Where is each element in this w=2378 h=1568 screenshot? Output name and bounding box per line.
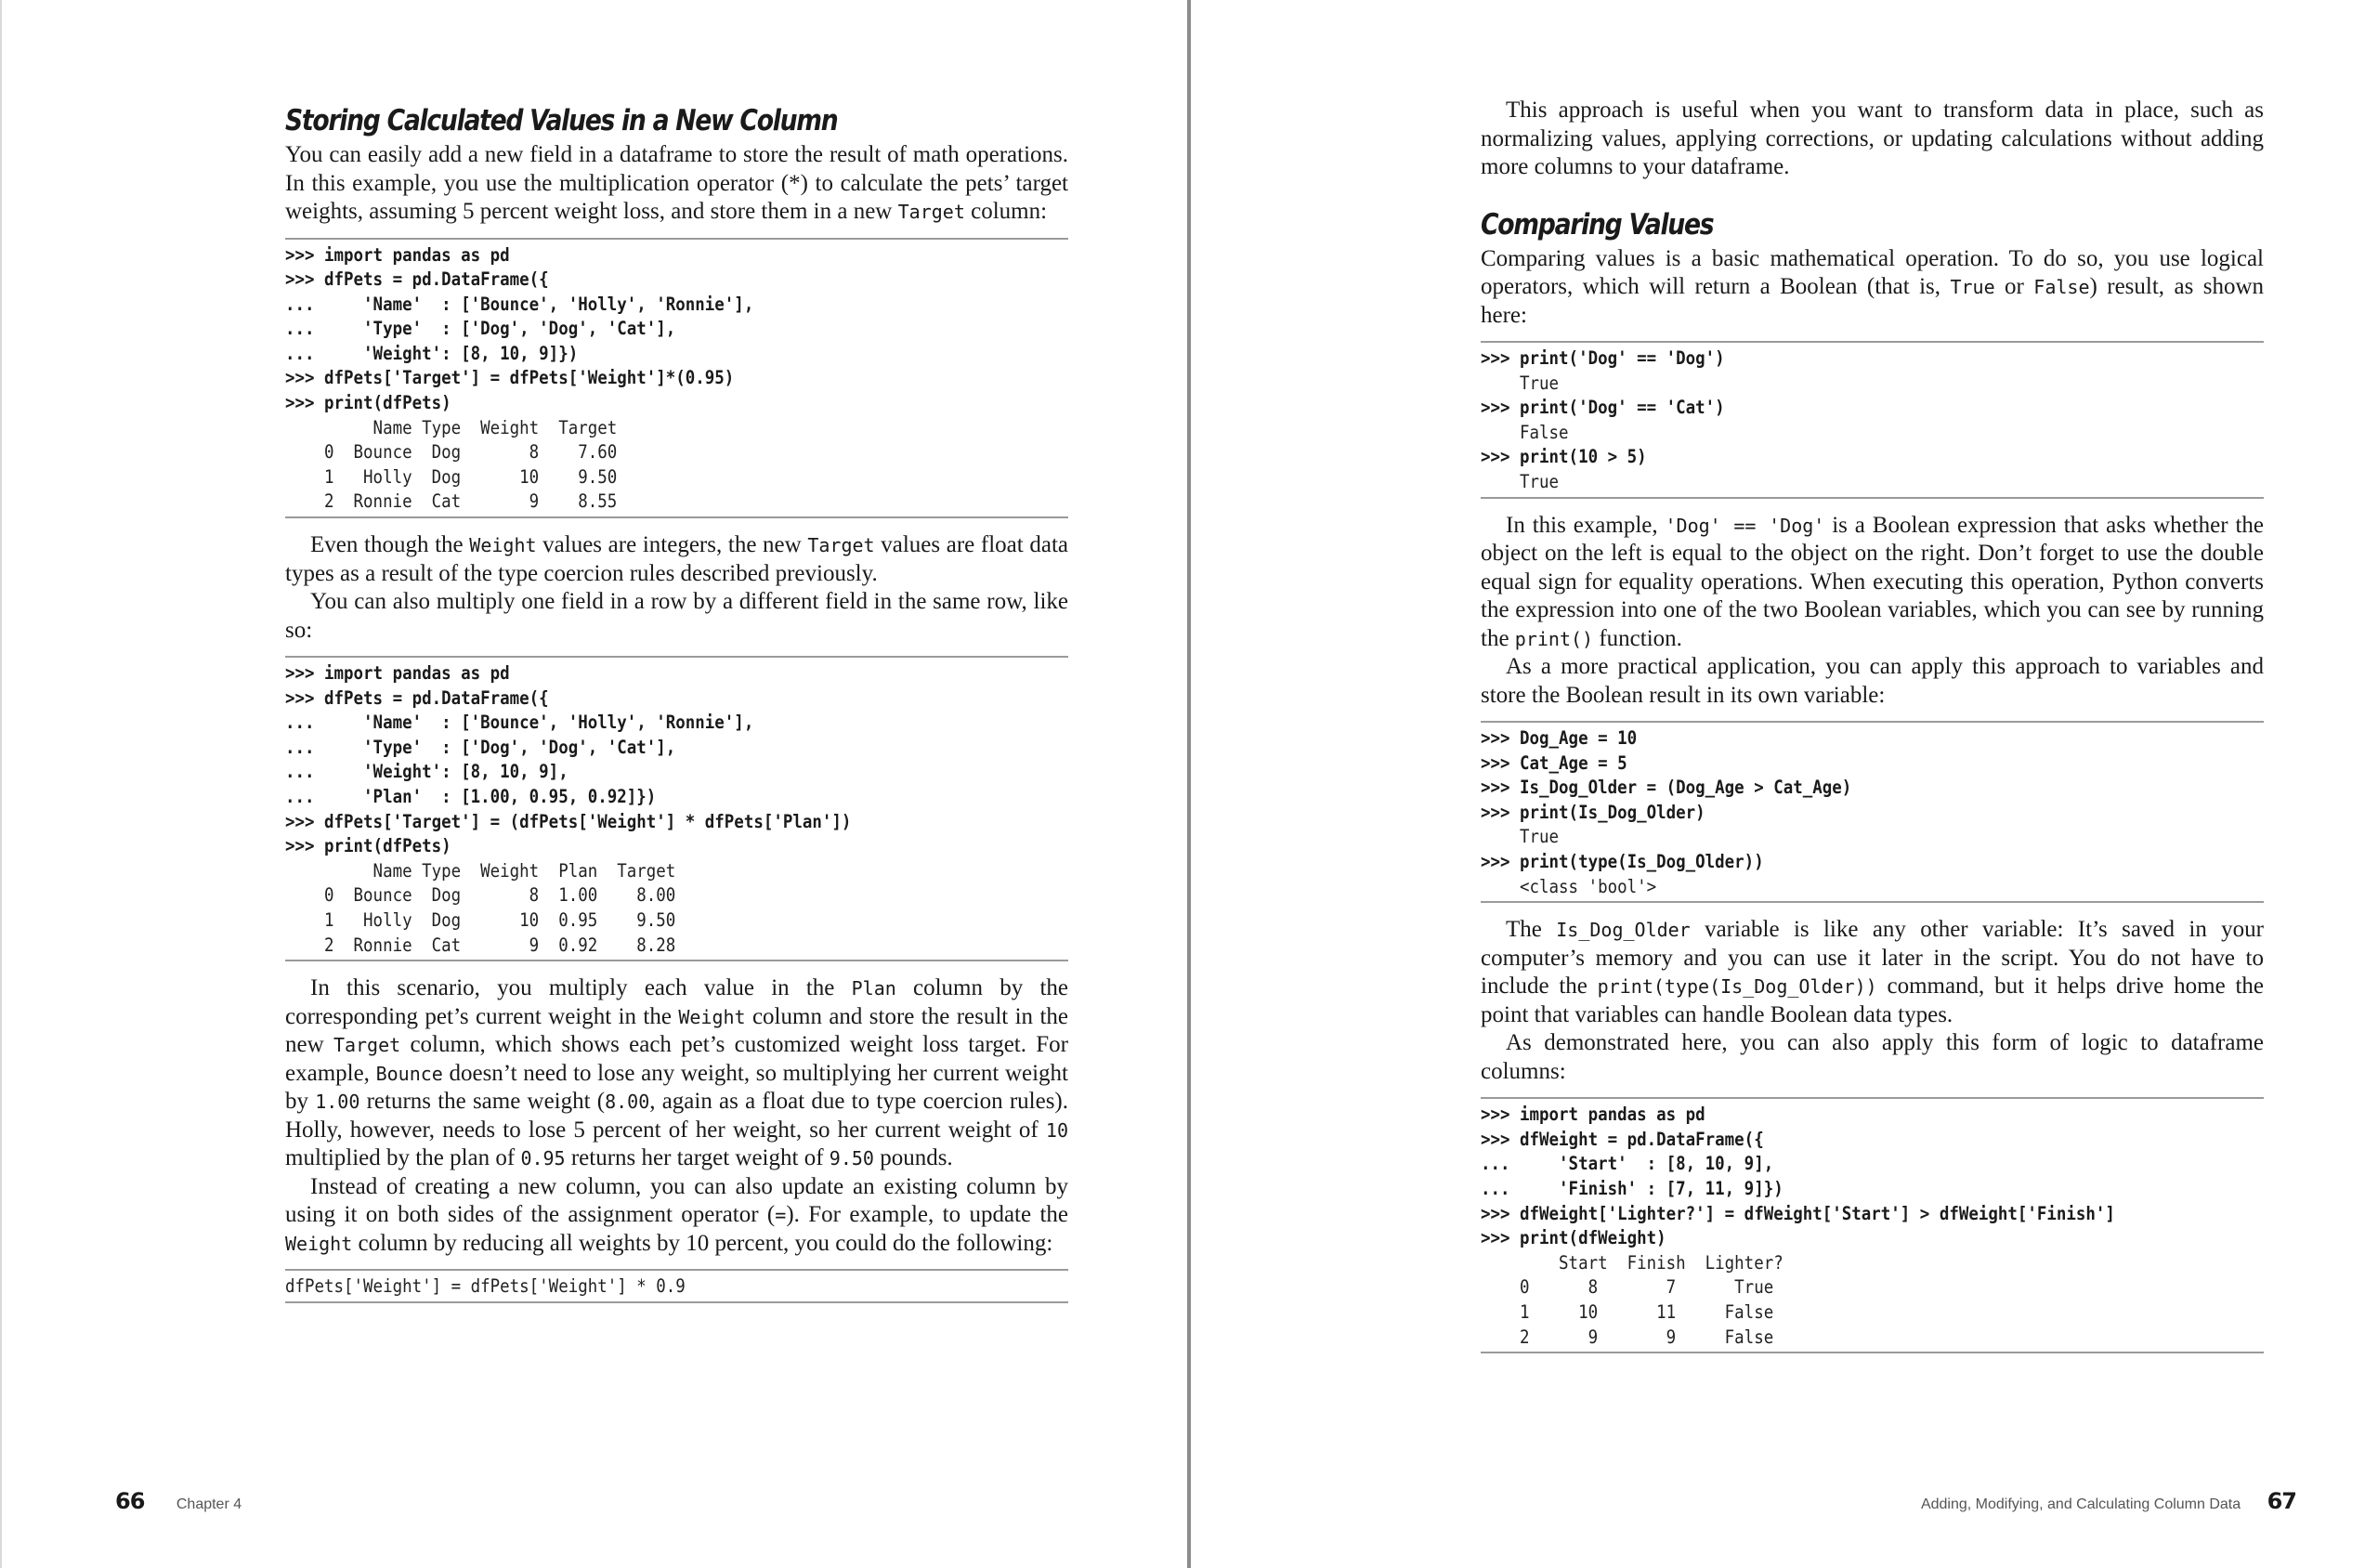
code-listing: [285, 656, 1068, 961]
inline-code: Bounce: [375, 1062, 443, 1085]
text-run: or: [1994, 274, 2034, 299]
code-input-line: >>> import pandas as pd: [285, 243, 510, 266]
code-output-line: 0 8 7 True: [1481, 1276, 1774, 1299]
code-input-line: >>> print(10 > 5): [1481, 446, 1647, 468]
text-run: Even though the: [310, 532, 470, 558]
code-output-line: True: [1481, 826, 1560, 848]
text-run: column, which shows each pet’s customized weight loss target. For example,: [285, 1032, 1069, 1086]
paragraph: [1481, 653, 2264, 710]
code-input-line: >>> Dog_Age = 10: [1481, 727, 1638, 750]
left-footer: [115, 1488, 242, 1514]
code-output-line: True: [1481, 372, 1560, 394]
code-input-line: >>> print(Is_Dog_Older): [1481, 801, 1705, 823]
code-input-line: >>> print('Dog' == 'Dog'): [1481, 347, 1725, 369]
code-listing: [1481, 341, 2264, 499]
code-output-line: dfPets['Weight'] = dfPets['Weight'] * 0.9: [285, 1275, 686, 1298]
code-input-line: ... 'Name' : ['Bounce', 'Holly', 'Ronnie'],: [285, 712, 754, 734]
text-run: function.: [1593, 625, 1682, 651]
page-number: 67: [2267, 1488, 2296, 1514]
code-input-line: ... 'Finish' : [7, 11, 9]}): [1481, 1178, 1784, 1199]
left-text-column: [285, 100, 1068, 1303]
text-run: As a more practical application, you can apply this approach to variables and store the Boolean result in its own variable:: [1481, 654, 2264, 708]
text-run: In this example,: [1506, 512, 1666, 538]
code-output-line: 1 Holly Dog 10 9.50: [285, 465, 618, 488]
text-run: ). For example, to update the: [786, 1202, 1068, 1228]
left-page: [0, 0, 1187, 1568]
section-heading-comparing: Comparing Values: [1481, 207, 1714, 242]
paragraph: [285, 974, 1068, 1173]
inline-code: =: [775, 1204, 787, 1227]
paragraph: [285, 1173, 1068, 1259]
inline-code: Target: [897, 201, 965, 223]
code-input-line: >>> Is_Dog_Older = (Dog_Age > Cat_Age): [1481, 777, 1852, 799]
text-run: You can easily add a new field in a dataframe to store the result of math operations. In this example, you use the multiplication operator (*) to calculate the pets’ target weights, assuming 5 percent weight loss, and store them in a new: [285, 142, 1068, 224]
paragraph: [1481, 245, 2264, 331]
inline-code: Target: [333, 1034, 401, 1057]
code-input-line: >>> print(dfWeight): [1481, 1227, 1666, 1249]
inline-code: print(): [1514, 627, 1594, 650]
inline-code: Plan: [851, 977, 896, 1000]
code-output-line: False: [1481, 421, 1569, 443]
text-run: column and store the result in the new: [285, 1003, 1068, 1058]
right-text-column: [1481, 97, 2264, 1353]
text-run: column by the corresponding pet’s current weight in the: [285, 975, 1068, 1029]
code-input-line: >>> dfPets = pd.DataFrame({: [285, 686, 549, 709]
text-run: As demonstrated here, you can also apply this form of logic to dataframe columns:: [1481, 1030, 2264, 1084]
inline-code: 9.50: [829, 1147, 874, 1170]
section-heading-storing: Storing Calculated Values in a New Column: [285, 104, 838, 137]
code-input-line: >>> Cat_Age = 5: [1481, 751, 1627, 774]
inline-code: Is_Dog_Older: [1556, 919, 1691, 942]
paragraph: [1481, 97, 2264, 182]
code-output-line: 1 10 11 False: [1481, 1300, 1774, 1323]
code-input-line: ... 'Weight': [8, 10, 9]}): [285, 342, 579, 364]
code-input-line: ... 'Name' : ['Bounce', 'Holly', 'Ronnie'],: [285, 293, 754, 315]
paragraph: [285, 141, 1068, 227]
text-run: column:: [964, 199, 1048, 224]
code-output-line: 2 9 9 False: [1481, 1326, 1774, 1348]
text-run: returns the same weight (: [359, 1089, 606, 1115]
inline-code: Weight: [678, 1005, 746, 1028]
text-run: This approach is useful when you want to transform data in place, such as normalizing values, applying corrections, or updating calculations without adding more columns to your dataframe.: [1481, 98, 2264, 179]
running-head: Chapter 4: [176, 1496, 242, 1512]
code-input-line: >>> print('Dog' == 'Cat'): [1481, 397, 1725, 419]
code-output-line: Name Type Weight Plan Target: [285, 859, 676, 882]
code-output-line: 1 Holly Dog 10 0.95 9.50: [285, 908, 676, 931]
code-input-line: ... 'Plan' : [1.00, 0.95, 0.92]}): [285, 786, 657, 807]
text-run: is a Boolean expression that asks whether the object on the left is equal to the object on the right. Don’t forget to use the double equal sign for equality operations. When executing this operation, Python converts the expression into one of the two Boolean variables, which you can see by running the: [1481, 512, 2264, 651]
code-output-line: Name Type Weight Target: [285, 416, 618, 438]
code-listing: [285, 238, 1068, 519]
code-output-line: Start Finish Lighter?: [1481, 1251, 1784, 1274]
inline-code: Target: [807, 534, 875, 557]
paragraph: [285, 588, 1068, 645]
text-run: column by reducing all weights by 10 percent, you could do the following:: [352, 1230, 1053, 1256]
paragraph: [1481, 1029, 2264, 1086]
text-run: values are integers, the new: [536, 532, 808, 558]
code-input-line: >>> dfPets['Target'] = (dfPets['Weight'] * dfPets['Plan']): [285, 810, 852, 832]
code-input-line: >>> import pandas as pd: [285, 662, 510, 685]
inline-code: 10: [1045, 1118, 1068, 1142]
code-listing: [285, 1269, 1068, 1303]
paragraph: [285, 531, 1068, 588]
paragraph: [1481, 916, 2264, 1029]
text-run: ) result, as shown here:: [1481, 274, 2264, 328]
text-run: The: [1506, 917, 1557, 943]
code-output-line: 2 Ronnie Cat 9 0.92 8.28: [285, 934, 676, 956]
inline-code: 'Dog' == 'Dog': [1665, 514, 1825, 537]
text-run: returns her target weight of: [565, 1145, 830, 1171]
code-input-line: >>> dfPets = pd.DataFrame({: [285, 268, 549, 291]
inline-code: Weight: [285, 1232, 353, 1255]
text-run: In this scenario, you multiply each value in the: [310, 975, 852, 1001]
text-run: doesn’t need to lose any weight, so multiplying her current weight by: [285, 1060, 1068, 1115]
text-run: command, but it helps drive home the point that variables can handle Boolean data types.: [1481, 973, 2264, 1027]
code-input-line: ... 'Weight': [8, 10, 9],: [285, 761, 568, 783]
right-footer: [1921, 1488, 2296, 1514]
running-head: Adding, Modifying, and Calculating Column Data: [1920, 1496, 2241, 1512]
code-output-line: True: [1481, 470, 1560, 492]
code-input-line: >>> print(type(Is_Dog_Older)): [1481, 851, 1764, 873]
text-run: pounds.: [873, 1145, 953, 1171]
code-input-line: >>> dfPets['Target'] = dfPets['Weight']*(0.95): [285, 367, 735, 389]
code-output-line: 2 Ronnie Cat 9 8.55: [285, 490, 618, 513]
text-run: values are float data types as a result of the type coercion rules described previously.: [285, 532, 1068, 586]
code-input-line: >>> print(dfPets): [285, 392, 451, 414]
text-run: Comparing values is a basic mathematical operation. To do so, you use logical operators, which will return a Boolean (that is,: [1481, 245, 2264, 299]
paragraph: [1481, 512, 2264, 654]
code-output-line: 0 Bounce Dog 8 1.00 8.00: [285, 884, 676, 907]
code-input-line: >>> import pandas as pd: [1481, 1104, 1705, 1126]
right-page: [1191, 0, 2378, 1568]
page-number: 66: [115, 1488, 145, 1514]
code-input-line: >>> dfWeight = pd.DataFrame({: [1481, 1128, 1764, 1150]
code-output-line: <class 'bool'>: [1481, 875, 1657, 897]
code-output-line: 0 Bounce Dog 8 7.60: [285, 441, 618, 464]
text-run: multiplied by the plan of: [285, 1145, 521, 1171]
text-run: variable is like any other variable: It’s saved in your computer’s memory and you can use it later in the script. You do not have to include the: [1481, 917, 2264, 1000]
inline-code: print(type(Is_Dog_Older)): [1597, 975, 1877, 999]
code-input-line: ... 'Start' : [8, 10, 9],: [1481, 1153, 1774, 1175]
inline-code: 0.95: [520, 1147, 566, 1170]
text-run: Instead of creating a new column, you can also update an existing column by using it on both sides of the assignment operator (: [285, 1173, 1068, 1228]
inline-code: 8.00: [605, 1091, 650, 1114]
inline-code: True: [1950, 276, 1995, 298]
code-input-line: >>> print(dfPets): [285, 835, 451, 857]
code-input-line: ... 'Type' : ['Dog', 'Dog', 'Cat'],: [285, 736, 676, 758]
code-input-line: >>> dfWeight['Lighter?'] = dfWeight['Start'] > dfWeight['Finish']: [1481, 1202, 2115, 1224]
inline-code: False: [2033, 276, 2090, 298]
code-listing: [1481, 721, 2264, 903]
code-input-line: ... 'Type' : ['Dog', 'Dog', 'Cat'],: [285, 318, 676, 340]
code-listing: [1481, 1097, 2264, 1353]
inline-code: Weight: [469, 534, 537, 557]
text-run: , again as a float due to type coercion rules). Holly, however, needs to lose 5 percent of her weight, so her current weight of: [285, 1089, 1068, 1143]
inline-code: 1.00: [315, 1091, 360, 1114]
text-run: You can also multiply one field in a row by a different field in the same row, like so:: [285, 589, 1068, 643]
